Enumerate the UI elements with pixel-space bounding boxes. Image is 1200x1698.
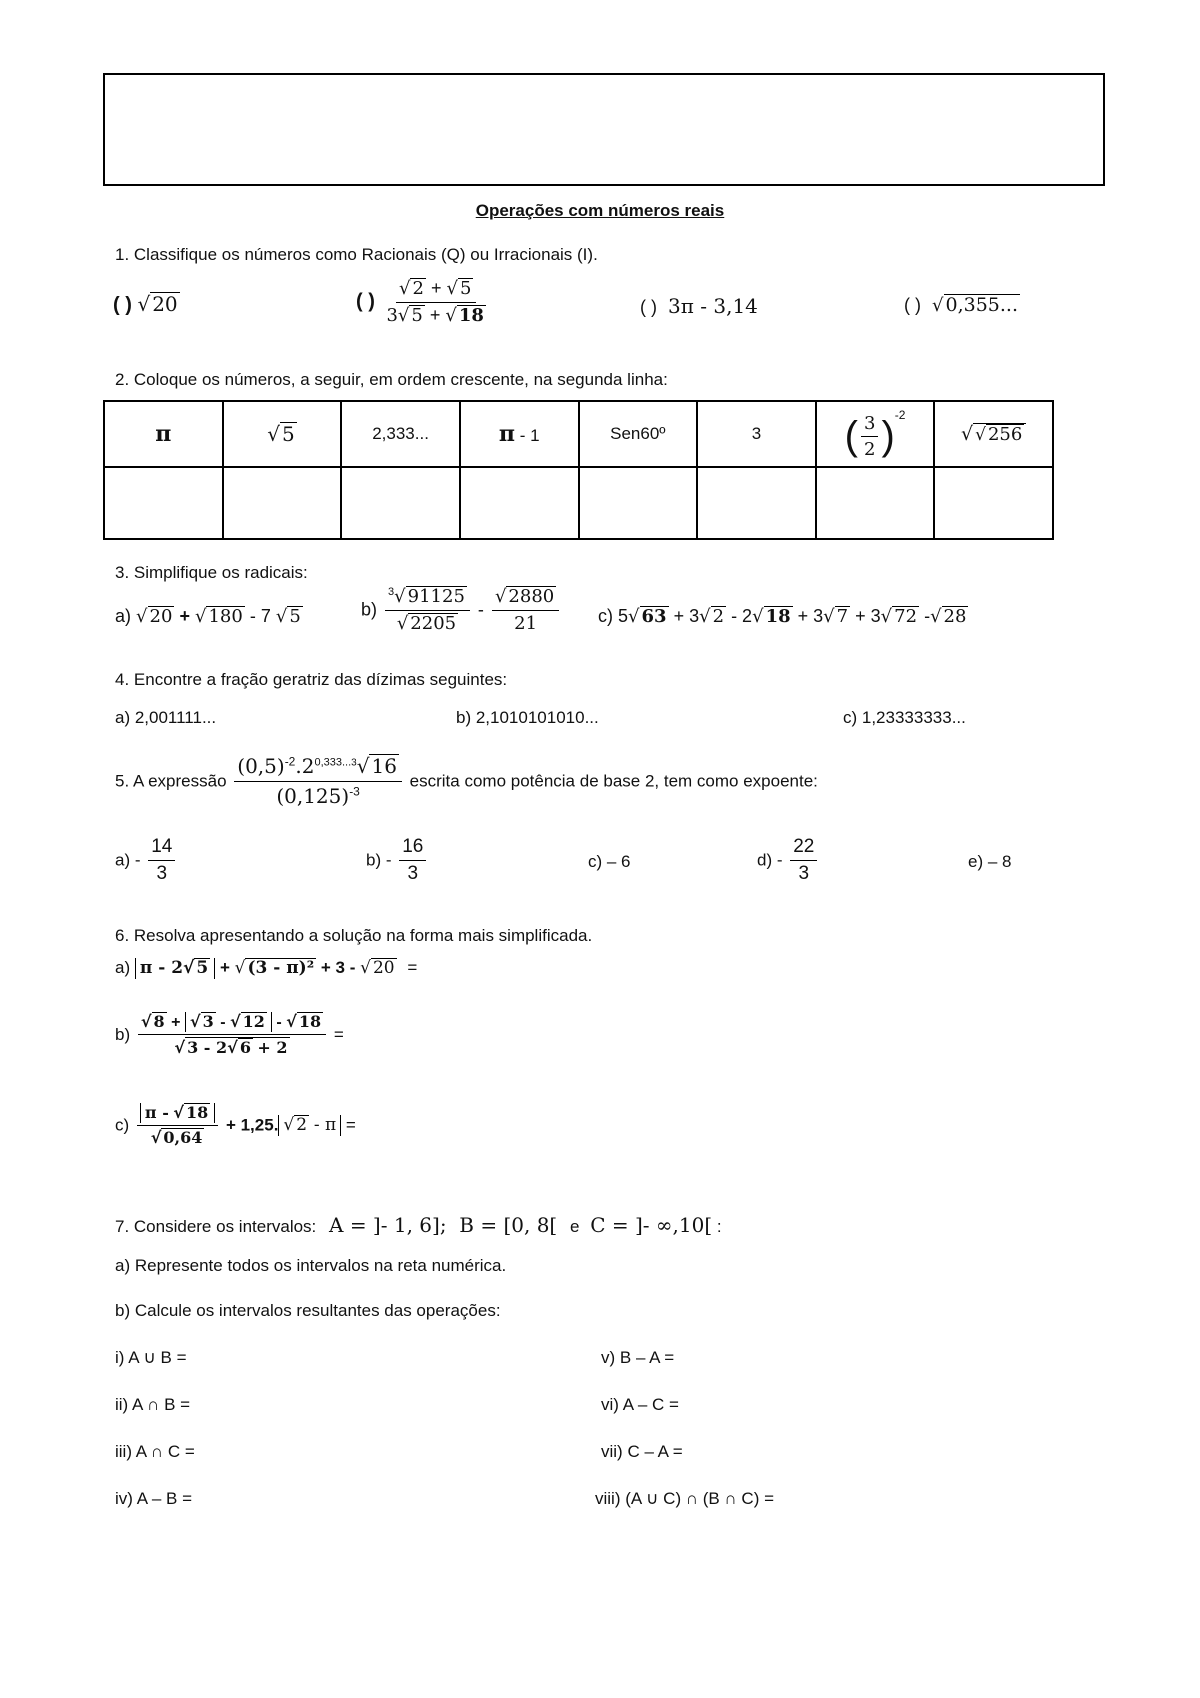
- cell-nested-root: √ √ 256: [934, 401, 1053, 467]
- cell-sqrt5: √ 5: [223, 401, 342, 467]
- q1-paren-b: ( ): [356, 290, 375, 313]
- q5-option-d: d) - $\frac{22}{3}$: [757, 836, 820, 885]
- cell-pi-minus-1: π - 1: [460, 401, 579, 467]
- cell-sen60: Sen60º: [579, 401, 698, 467]
- ordering-table: [103, 400, 1054, 540]
- header-box: [103, 73, 1105, 186]
- q4-c: c) 1,23333333...: [843, 708, 966, 727]
- answer-cell-8[interactable]: [934, 467, 1053, 539]
- q5-fraction: $\frac{(0,5)^{-2}.2^{0,333...3}√ 16}{(0,125)^{-3}}$: [234, 754, 402, 809]
- q6-item-c: c) $\frac{\pi - √ 18}{√ 0,64}$ + 1,25. √ 2 - π =: [115, 1103, 356, 1147]
- q4-a: a) 2,001111...: [115, 708, 217, 727]
- op-iii: iii) A ∩ C =: [115, 1442, 195, 1461]
- q5-option-b: b) - $\frac{16}{3}$: [366, 836, 429, 885]
- answer-cell-2[interactable]: [223, 467, 342, 539]
- answer-cell-5[interactable]: [579, 467, 698, 539]
- q6-c-fraction: $\frac{\pi - √ 18}{√ 0,64}$: [137, 1103, 218, 1148]
- op-viii: viii) (A ∪ C) ∩ (B ∩ C) =: [595, 1489, 775, 1508]
- q6-item-a: a) π - 2√ 5 + √ (3 - π)² + 3 - √ 20 =: [115, 958, 418, 978]
- q1-paren-a: ( ): [113, 294, 132, 316]
- q5-expression-line: 5. A expressão $\frac{(0,5)^{-2}.2^{0,333...3}√ 16}{(0,125)^{-3}}$ escrita como potência de base 2, tem como expoente:: [115, 754, 818, 808]
- interval-C: C = ]- ∞,10[: [590, 1213, 713, 1237]
- q3-item-b: b) $\frac{^3√ 91125}{√ 2205}$ - $\frac{√ 2880}{21}$: [361, 586, 562, 634]
- q5-option-e: e) – 8: [968, 852, 1012, 871]
- q3-item-c: c) 5√ 63 + 3√ 2 - 2√ 18 + 3√ 7 + 3√ 72 -√ 28: [598, 606, 967, 627]
- page-title: Operações com números reais: [475, 201, 725, 220]
- q6-item-b: b) $\frac{√ 8 + √ 3 - √ 12 - √ 18}{√ 3 - 2√ 6 + 2}$ =: [115, 1012, 344, 1057]
- answer-cell-6[interactable]: [697, 467, 816, 539]
- cell-2333: 2,333...: [341, 401, 460, 467]
- op-iv: iv) A – B =: [115, 1489, 193, 1508]
- q1-item-b: [356, 278, 492, 326]
- cell-3: 3: [697, 401, 816, 467]
- cell-pi: π: [104, 401, 223, 467]
- q1-paren-d: ( ): [904, 295, 921, 315]
- q5-option-a: a) - $\frac{14}{3}$: [115, 836, 178, 885]
- op-vi: vi) A – C =: [601, 1395, 679, 1414]
- q5-option-c: c) – 6: [588, 852, 631, 871]
- answer-cell-3[interactable]: [341, 467, 460, 539]
- q1-d-radicand: 0,355...: [945, 294, 1019, 316]
- op-vii: vii) C – A =: [601, 1442, 683, 1461]
- op-v: v) B – A =: [601, 1348, 675, 1367]
- answer-cell-4[interactable]: [460, 467, 579, 539]
- q4-b: b) 2,1010101010...: [456, 708, 599, 727]
- q4-text: 4. Encontre a fração geratriz das dízimas seguintes:: [115, 670, 508, 689]
- answer-cell-7[interactable]: [816, 467, 935, 539]
- q7-a: a) Represente todos os intervalos na reta numérica.: [115, 1256, 507, 1275]
- answer-cell-1[interactable]: [104, 467, 223, 539]
- q2-text: 2. Coloque os números, a seguir, em ordem crescente, na segunda linha:: [115, 370, 668, 389]
- q1-paren-c: ( ): [640, 297, 657, 317]
- cell-power: ( $\frac{3}{2}$ )$^{-2}$: [816, 401, 935, 467]
- q7-b: b) Calcule os intervalos resultantes das operações:: [115, 1301, 501, 1320]
- q1-item-a: ( ) √ 20: [113, 292, 178, 316]
- op-i: i) A ∪ B =: [115, 1348, 187, 1367]
- q7-intervals-line: 7. Considere os intervalos: A = ]- 1, 6]; B = [0, 8[ e C = ]- ∞,10[ :: [115, 1213, 722, 1237]
- q3-text: 3. Simplifique os radicais:: [115, 563, 308, 582]
- q6-b-fraction: $\frac{√ 8 + √ 3 - √ 12 - √ 18}{√ 3 - 2√ 6 + 2}$: [138, 1012, 326, 1058]
- op-ii: ii) A ∩ B =: [115, 1395, 191, 1414]
- interval-B: B = [0, 8[: [459, 1213, 558, 1237]
- q1-b-fraction: $\frac{√ 2 + √ 5}{3√ 5 + √ 18}$: [386, 278, 484, 326]
- interval-A: A = ]- 1, 6];: [329, 1213, 447, 1237]
- q3-b-fraction-2: $\frac{√ 2880}{21}$: [492, 586, 559, 634]
- q1-item-c: [640, 294, 758, 318]
- q1-a-radicand: 20: [152, 292, 178, 316]
- q1-item-d: ( ) √ 0,355...: [904, 294, 1019, 316]
- q3-b-fraction-1: $\frac{^3√ 91125}{√ 2205}$: [385, 586, 470, 634]
- q3-item-a: a) √ 20 + √ 180 - 7 √ 5: [115, 606, 301, 627]
- q1-text: 1. Classifique os números como Racionais (Q) ou Irracionais (I).: [115, 245, 598, 264]
- q6-text: 6. Resolva apresentando a solução na forma mais simplificada.: [115, 926, 593, 945]
- q1-c-expression: 3π - 3,14: [668, 294, 758, 318]
